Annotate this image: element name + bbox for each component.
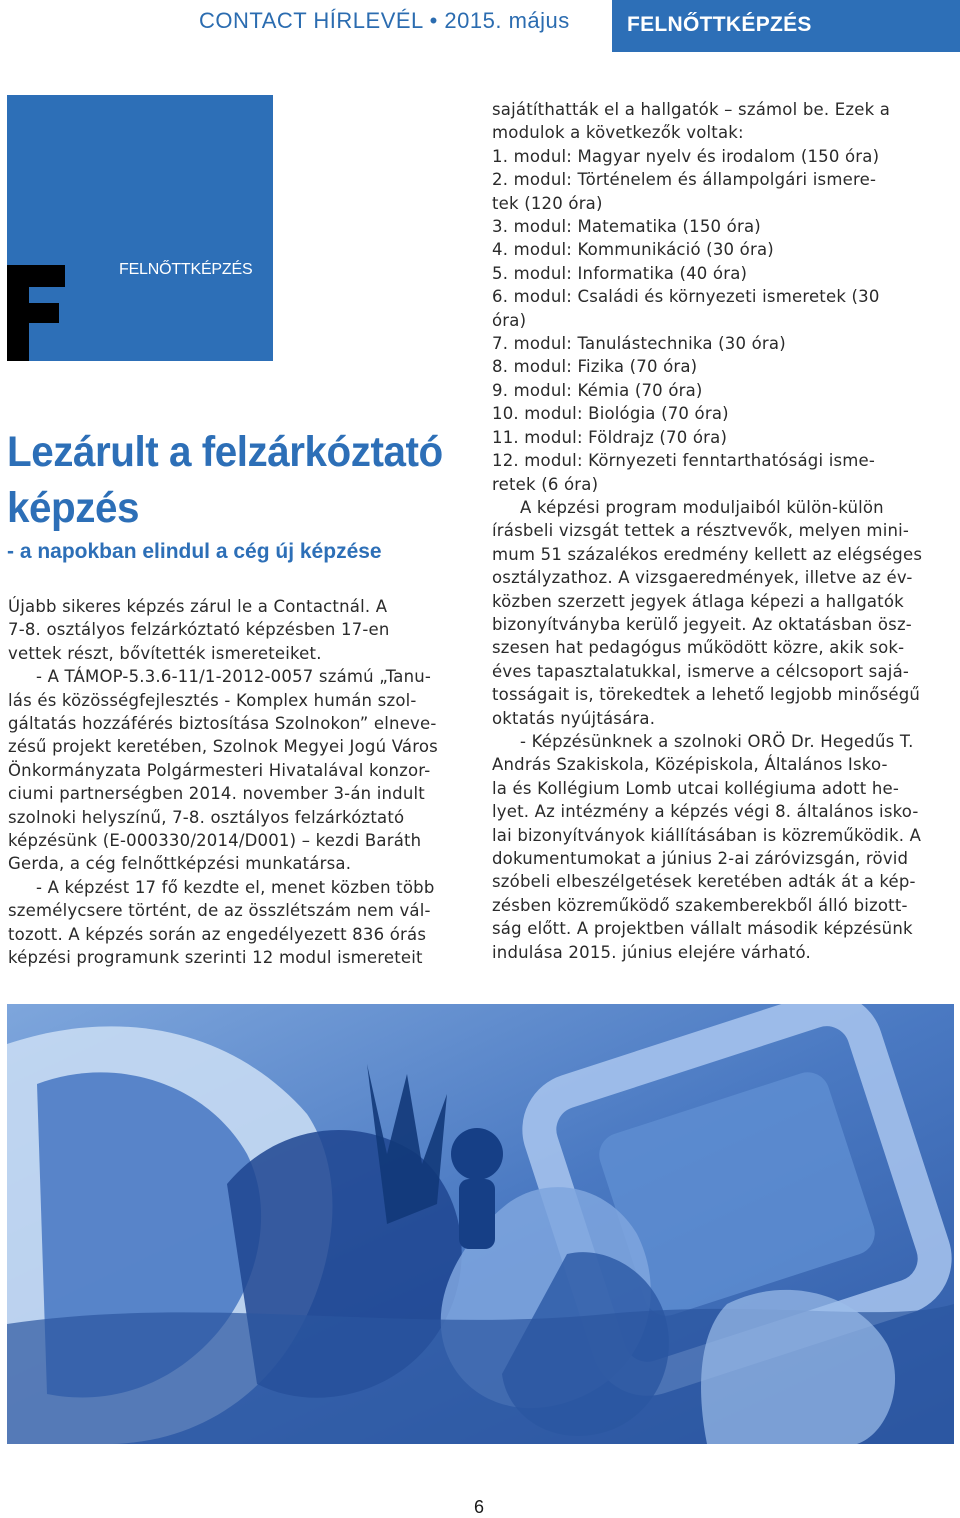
- paragraph-line: indulása 2015. június elejére várható.: [492, 942, 811, 962]
- module-item: tek (120 óra): [492, 193, 603, 213]
- article-column-2: [492, 98, 954, 964]
- section-logo: [7, 95, 273, 361]
- illustration-photo: [7, 1004, 954, 1444]
- newsletter-title: CONTACT HÍRLEVÉL • 2015. május: [199, 8, 570, 33]
- module-item: 1. modul: Magyar nyelv és irodalom (150 óra): [492, 146, 880, 166]
- module-item: 6. modul: Családi és környezeti ismeretek (30: [492, 287, 880, 307]
- paragraph-line: közben szerzett jegyek átlaga képezi a hallgatók: [492, 591, 904, 611]
- module-item: óra): [492, 310, 527, 330]
- module-item: 4. modul: Kommunikáció (30 óra): [492, 240, 774, 260]
- paragraph-line: tozott. A képzés során az engedélyezett 836 órás: [8, 924, 427, 944]
- paragraph-line: képzésünk (E-000330/2014/D001) – kezdi Baráth: [8, 831, 422, 851]
- paragraph-line: Gerda, a cég felnőttképzési munkatársa.: [8, 854, 352, 874]
- article-column-1: [8, 595, 468, 970]
- paragraph-line: tosságait is, törekedtek a lehető legjobb minőségű: [492, 685, 921, 705]
- paragraph-line: András Szakiskola, Középiskola, Általános Isko-: [492, 755, 888, 775]
- page-number: 6: [474, 1497, 485, 1517]
- paragraph-line: dokumentumokat a június 2-ai záróvizsgán, rövid: [492, 849, 909, 868]
- paragraph-line: bizonyítványba kerülő jegyeit. Az oktatásban ösz-: [492, 614, 912, 634]
- article-subtitle: - a napokban elindul a cég új képzése: [7, 540, 382, 563]
- paragraph-line: lyet. Az intézmény a képzés végi 8. általános isko-: [492, 802, 919, 822]
- module-item: 5. modul: Informatika (40 óra): [492, 263, 748, 283]
- module-list: [492, 145, 954, 496]
- paragraph-line: A képzési program moduljaiból külön-külön: [520, 497, 884, 517]
- paragraph-line: zésű projekt keretében, Szolnok Megyei Jogú Város: [8, 737, 438, 757]
- paragraph-line: 7-8. osztályos felzárkóztató képzésben 17-en: [8, 620, 390, 640]
- article-title: [7, 424, 449, 536]
- module-item: 7. modul: Tanulástechnika (30 óra): [492, 334, 786, 354]
- paragraph-line: írásbeli vizsgát tettek a résztvevők, melyen mini-: [492, 521, 910, 541]
- paragraph-line: szolnoki helyszínű, 7-8. osztályos felzárkóztató: [8, 807, 405, 827]
- paragraph-line: ság előtt. A projektben vállalt második képzésünk: [492, 919, 913, 939]
- module-item: retek (6 óra): [492, 474, 599, 494]
- paragraph-line: Újabb sikeres képzés zárul le a Contactnál. A: [8, 597, 388, 616]
- paragraph-line: mum 51 százalékos eredmény kellett az elégséges: [492, 544, 923, 564]
- classroom-illustration: [7, 1004, 954, 1444]
- paragraph-line: osztályzathoz. A vizsgaeredmények, illetve az év-: [492, 568, 913, 588]
- module-item: 3. modul: Matematika (150 óra): [492, 217, 761, 237]
- paragraph-line: szóbeli elbeszélgetések keretében adták át a kép-: [492, 872, 916, 892]
- title-line-2: képzés: [7, 484, 140, 532]
- paragraph-line: szesen hat pedagógus működött közre, akik sok-: [492, 638, 905, 658]
- module-item: 9. modul: Kémia (70 óra): [492, 380, 703, 400]
- paragraph-line: - Képzésünknek a szolnoki ORÖ Dr. Hegedűs T.: [520, 731, 914, 751]
- paragraph-line: oktatás nyújtására.: [492, 708, 656, 728]
- module-item: 8. modul: Fizika (70 óra): [492, 357, 698, 377]
- paragraph-line: sajátíthatták el a hallgatók – számol be. Ezek a: [492, 100, 891, 119]
- paragraph-line: modulok a következők voltak:: [492, 123, 744, 143]
- paragraph-line: gáltatás hozzáférés biztosítása Szolnokon” elneve-: [8, 714, 437, 734]
- paragraph-line: képzési programunk szerinti 12 modul ismereteit: [8, 948, 423, 968]
- paragraph-line: lai bizonyítványok kiállításában is közreműködik. A: [492, 825, 922, 845]
- section-label: FELNŐTTKÉPZÉS: [627, 13, 812, 36]
- paragraph-line: vettek részt, bővítették ismereteiket.: [8, 643, 322, 663]
- paragraph-line: Önkormányzata Polgármesteri Hivatalával konzor-: [8, 760, 431, 780]
- paragraph-line: - A TÁMOP-5.3.6-11/1-2012-0057 számú „Tanu-: [36, 667, 432, 687]
- module-item: 11. modul: Földrajz (70 óra): [492, 427, 728, 447]
- logo-label: FELNŐTTKÉPZÉS: [119, 261, 253, 278]
- title-line-1: Lezárult a felzárkóztató: [7, 428, 443, 476]
- module-item: 12. modul: Környezeti fenntarthatósági isme-: [492, 451, 876, 471]
- section-banner: [612, 0, 960, 52]
- paragraph-line: ciumi partnerségben 2014. november 3-án indult: [8, 784, 425, 804]
- paragraph-line: lás és közösségfejlesztés - Komplex humán szol-: [8, 690, 417, 710]
- paragraph-line: la és Kollégium Lomb utcai kollégiuma adott he-: [492, 778, 900, 798]
- paragraph-line: zésben közreműködő szakemberekből álló bizott-: [492, 895, 908, 915]
- module-item: 2. modul: Történelem és állampolgári ismere-: [492, 170, 877, 190]
- paragraph-line: éves tapasztalatukkal, ismerve a célcsoport sajá-: [492, 661, 910, 681]
- letter-f-icon: [7, 265, 65, 361]
- paragraph-line: személycsere történt, de az összlétszám nem vál-: [8, 901, 431, 921]
- paragraph-line: - A képzést 17 fő kezdte el, menet közben több: [36, 877, 435, 897]
- module-item: 10. modul: Biológia (70 óra): [492, 404, 729, 424]
